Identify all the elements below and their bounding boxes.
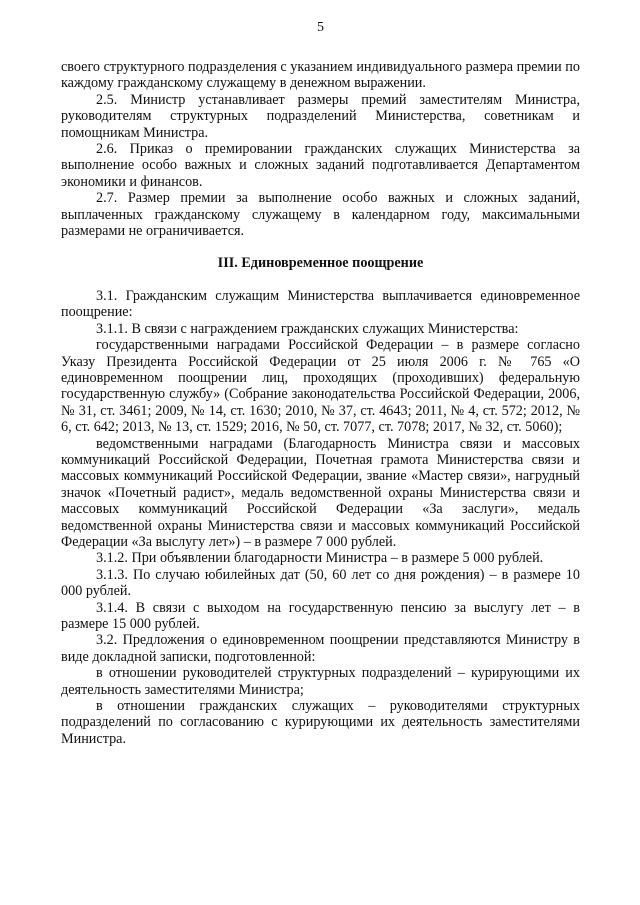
- section-heading: III. Единовременное поощрение: [217, 255, 424, 272]
- paragraph: 2.7. Размер премии за выполнение особо важных и сложных заданий, выплаченных гражданскому служащему в календарном году, максимальными размерами не ограничивается.: [61, 190, 580, 240]
- page-number: 5: [317, 20, 324, 35]
- paragraph: ведомственными наградами (Благодарность Министра связи и массовых коммуникаций Российской Федерации, Почетная грамота Министерства связи и массовых коммуникаций Российской Федерации, звание «Мастер связи», нагрудный значок «Почетный радист», медаль ведомственной охраны Министерства связи и массовых коммуникаций Российской Федерации «За заслуги», медаль ведомственной охраны Министерства связи и массовых коммуникаций Российской Федерации «За выслугу лет») – в размере 7 000 рублей.: [61, 435, 580, 550]
- paragraph: 2.6. Приказ о премировании гражданских служащих Министерства за выполнение особо важных и сложных заданий подготавливается Департаментом экономики и финансов.: [61, 141, 580, 190]
- paragraph: в отношении гражданских служащих – руководителями структурных подразделений по согласованию с курирующими их деятельность заместителями Министра.: [61, 698, 580, 747]
- paragraph: государственными наградами Российской Федерации – в размере согласно Указу Президента Российской Федерации от 25 июля 2006 г. № 765 «О единовременном поощрении лиц, проходящих (проходивших) федеральную государственную службу» (Собрание законодательства Российской Федерации, 2006, № 31, ст. 3461; 2009, № 14, ст. 1630; 2010, № 37, ст. 4643; 2011, № 4, ст. 572; 2012, № 6, ст. 642; 2013, № 13, ст. 1529; 2016, № 50, ст. 7077, ст. 7078; 2017, № 32, ст. 5060);: [61, 337, 580, 436]
- paragraph: 3.1.4. В связи с выходом на государственную пенсию за выслугу лет – в размере 15 000 рублей.: [61, 599, 580, 632]
- paragraph: 3.1.3. По случаю юбилейных дат (50, 60 лет со дня рождения) – в размере 10 000 рублей.: [61, 566, 580, 600]
- paragraph: 3.2. Предложения о единовременном поощрении представляются Министру в виде докладной записки, подготовленной:: [61, 632, 580, 665]
- paragraph: 3.1.2. При объявлении благодарности Министра – в размере 5 000 рублей.: [96, 550, 544, 567]
- paragraph: 3.1. Гражданским служащим Министерства выплачивается единовременное поощрение:: [61, 287, 580, 321]
- paragraph: 2.5. Министр устанавливает размеры премий заместителям Министра, руководителям структурных подразделений Министерства, советникам и помощникам Министра.: [61, 91, 580, 141]
- top-paragraphs: [61, 59, 580, 239]
- section-paragraphs: [61, 288, 580, 747]
- paragraph: в отношении руководителей структурных подразделений – курирующими их деятельность заместителями Министра;: [61, 665, 580, 698]
- paragraph: 3.1.1. В связи с награждением гражданских служащих Министерства:: [96, 320, 519, 337]
- paragraph: своего структурного подразделения с указанием индивидуального размера премии по каждому гражданскому служащему в денежном выражении.: [61, 59, 580, 92]
